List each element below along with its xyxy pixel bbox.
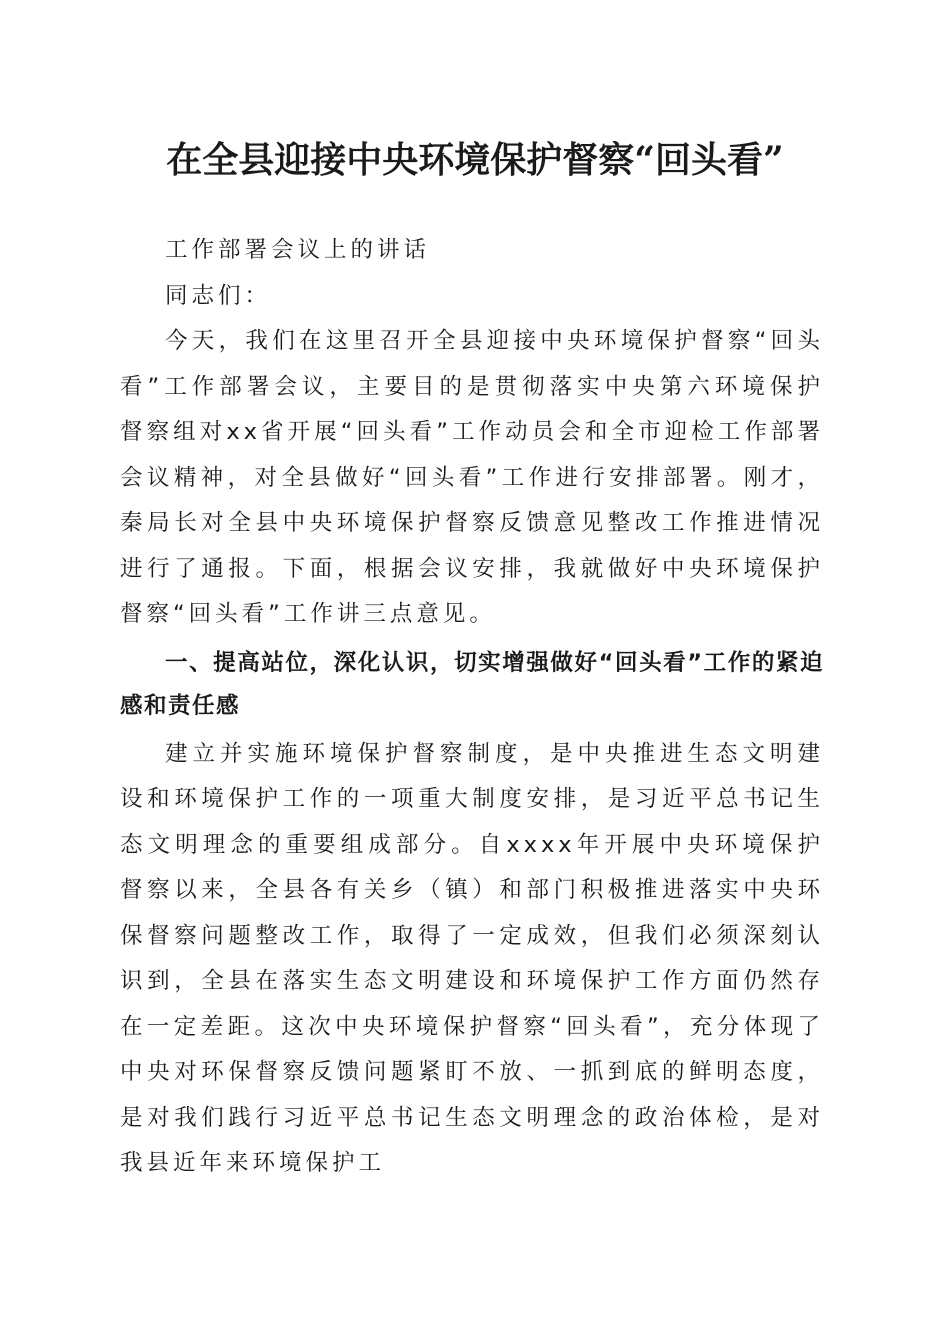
paragraph-intro: 今天，我们在这里召开全县迎接中央环境保护督察“回头看”工作部署会议，主要目的是贯彻落实中央第六环境保护督察组对xx省开展“回头看”工作动员会和全市迎检工作部署会议精神，对全县做好“回头看”工作进行安排部署。刚才，秦局长对全县中央环境保护督察反馈意见整改工作推进情况进行了通报。下面，根据会议安排，我就做好中央环境保护督察“回头看”工作讲三点意见。 [120,328,824,627]
document-body [120,228,824,1187]
subtitle-line: 工作部署会议上的讲话 [165,237,431,263]
document-title: 在全县迎接中央环境保护督察“回头看” [166,139,784,181]
section-heading-1: 一、提高站位，深化认识，切实增强做好“回头看”工作的紧迫感和责任感 [120,649,824,719]
salutation: 同志们： [165,282,272,309]
paragraph-section-1: 建立并实施环境保护督察制度，是中央推进生态文明建设和环境保护工作的一项重大制度安排，是习近平总书记生态文明理念的重要组成部分。自xxxx年开展中央环境保护督察以来，全县各有关乡（镇）和部门积极推进落实中央环保督察问题整改工作，取得了一定成效，但我们必须深刻认识到，全县在落实生态文明建设和环境保护工作方面仍然存在一定差距。这次中央环境保护督察“回头看”，充分体现了中央对环保督察反馈问题紧盯不放、一抓到底的鲜明态度，是对我们践行习近平总书记生态文明理念的政治体检，是对我县近年来环境保护工 [120,740,824,1176]
